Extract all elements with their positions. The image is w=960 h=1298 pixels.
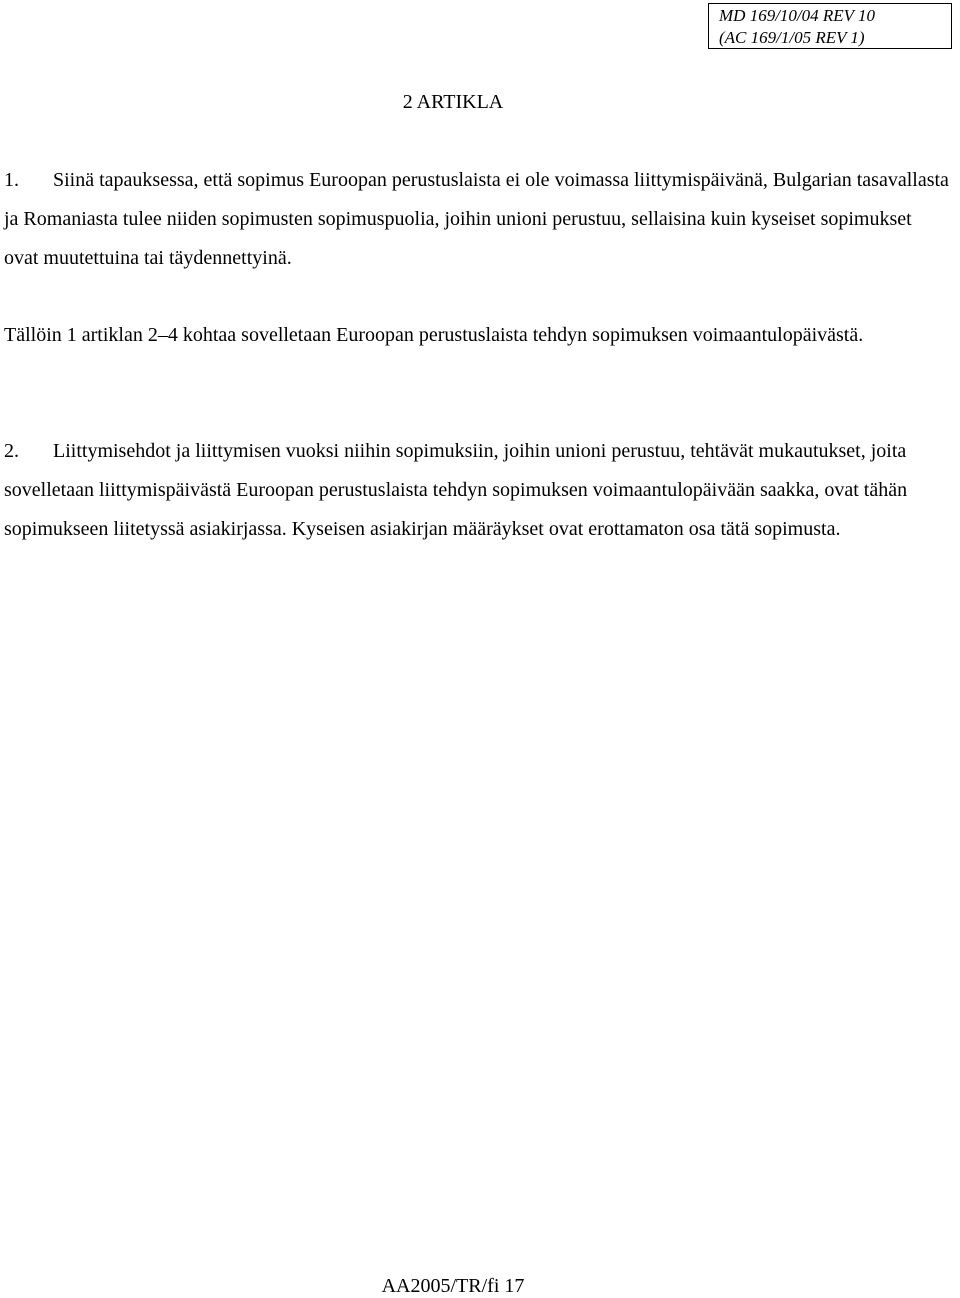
document-reference-line-1: MD 169/10/04 REV 10 bbox=[719, 6, 875, 25]
paragraph-1-text: Siinä tapauksessa, että sopimus Euroopan perustuslaista ei ole voimassa liittymispäivänä, Bulgarian tasavallasta ja Romaniasta tulee niiden sopimusten sopimuspuolia, joihin unioni perustuu, sellaisina kuin kyseiset sopimukset ovat muutettuina tai täydennettyinä. bbox=[4, 169, 949, 269]
paragraph-2 bbox=[4, 316, 949, 355]
page-footer-reference: AA2005/TR/fi 17 bbox=[381, 1275, 525, 1297]
paragraph-3 bbox=[4, 432, 949, 549]
paragraph-2-text: Tällöin 1 artiklan 2–4 kohtaa sovelletaan Euroopan perustuslaista tehdyn sopimuksen voimaantulopäivästä. bbox=[4, 324, 864, 346]
paragraph-1-number: 1. bbox=[4, 169, 19, 191]
article-heading: 2 ARTIKLA bbox=[402, 91, 504, 113]
paragraph-3-number: 2. bbox=[4, 440, 19, 462]
document-reference-box bbox=[708, 3, 952, 49]
paragraph-1 bbox=[4, 161, 949, 278]
document-reference-line-2: (AC 169/1/05 REV 1) bbox=[719, 28, 865, 47]
paragraph-3-text: Liittymisehdot ja liittymisen vuoksi niihin sopimuksiin, joihin unioni perustuu, tehtävät mukautukset, joita sovelletaan liittymispäivästä Euroopan perustuslaista tehdyn sopimuksen voimaantulopäivään saakka, ovat tähän sopimukseen liitetyssä asiakirjassa. Kyseisen asiakirjan määräykset ovat erottamaton osa tätä sopimusta. bbox=[4, 440, 908, 540]
